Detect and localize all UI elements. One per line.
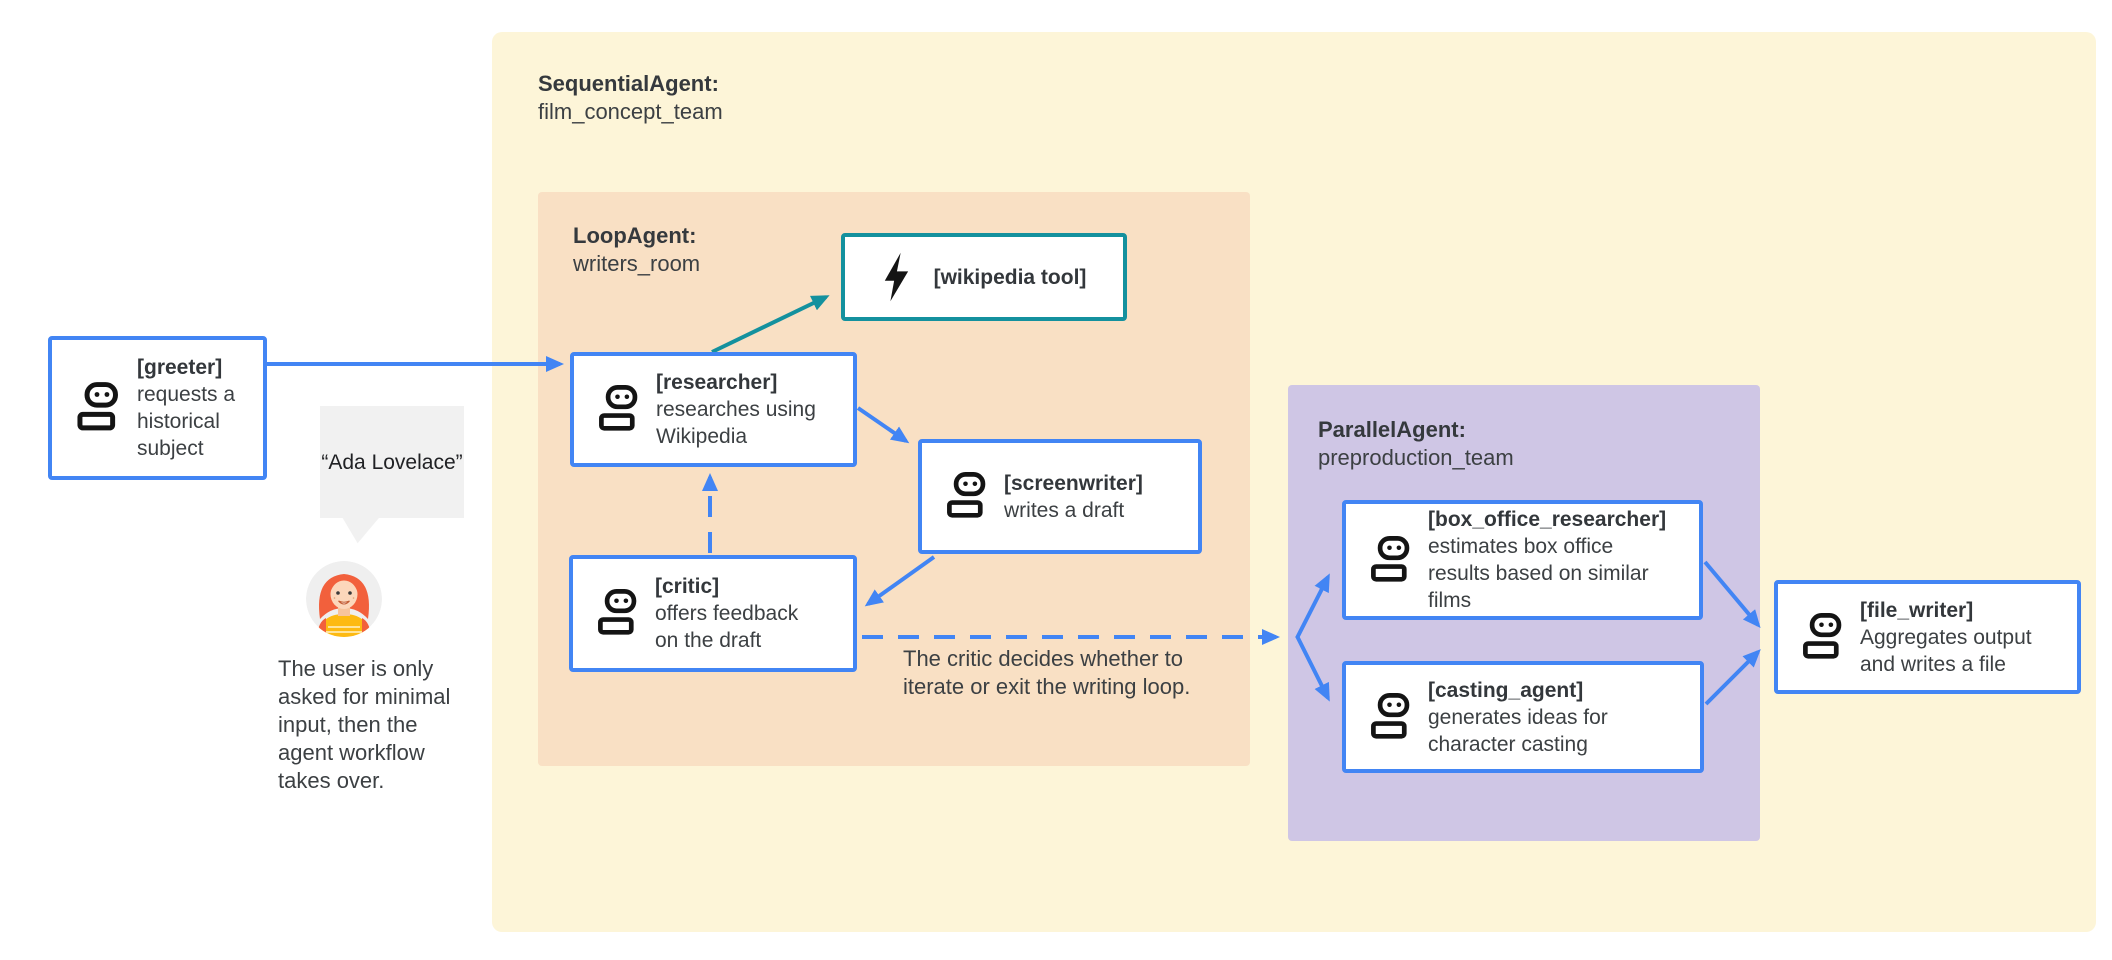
node-box-office-researcher-label: [box_office_researcher] (1428, 508, 1667, 531)
node-greeter-label: [greeter] (137, 356, 223, 379)
arrow-fork-to-box-office-researcher (1297, 577, 1328, 638)
node-greeter (48, 336, 267, 480)
node-wikipedia-tool-label: [wikipedia tool] (933, 265, 1087, 289)
node-file-writer (1774, 580, 2081, 694)
robot-icon (1800, 612, 1843, 663)
loop-agent-title (573, 222, 700, 278)
arrow-box-office-to-file-writer (1705, 562, 1758, 625)
parallel-agent-title (1318, 416, 1514, 472)
arrow-fork-to-casting-agent (1297, 636, 1328, 698)
node-box-office-researcher-desc: estimates box office results based on similar films (1428, 535, 1649, 612)
user-input-note: The user is only asked for minimal input, then the agent workflow takes over. (278, 656, 451, 793)
robot-icon (74, 381, 120, 435)
parallel-agent-name: preproduction_team (1318, 445, 1514, 470)
node-screenwriter-desc: writes a draft (1004, 498, 1125, 522)
node-critic-desc: offers feedback on the draft (655, 602, 799, 652)
user-avatar (306, 561, 382, 637)
parallel-agent-type: ParallelAgent: (1318, 417, 1466, 442)
arrow-researcher-to-screenwriter (858, 408, 906, 441)
node-researcher-label: [researcher] (656, 371, 778, 394)
node-greeter-desc: requests a historical subject (137, 383, 236, 460)
sequential-agent-title (538, 70, 723, 126)
speech-bubble-tail (338, 516, 384, 550)
node-casting-agent (1342, 661, 1704, 773)
robot-icon (595, 588, 638, 639)
robot-icon (1368, 535, 1411, 586)
node-screenwriter (918, 439, 1202, 554)
node-critic (569, 555, 857, 672)
robot-icon (944, 471, 987, 522)
loop-agent-name: writers_room (573, 251, 701, 276)
node-researcher-desc: researches using Wikipedia (656, 398, 816, 448)
loop-agent-type: LoopAgent: (573, 223, 697, 248)
arrow-screenwriter-to-critic (868, 557, 934, 604)
node-casting-agent-label: [casting_agent] (1428, 678, 1584, 702)
user-quote-bubble (320, 406, 464, 518)
node-casting-agent-desc: generates ideas for character casting (1428, 705, 1608, 756)
sequential-agent-name: film_concept_team (538, 99, 723, 124)
lightning-bolt-icon (882, 251, 910, 303)
sequential-agent-type: SequentialAgent: (538, 71, 719, 96)
node-critic-label: [critic] (655, 575, 720, 598)
node-file-writer-desc: Aggregates output and writes a file (1860, 625, 2032, 676)
critic-decision-note: The critic decides whether to iterate or exit the writing loop. (903, 646, 1191, 699)
node-wikipedia-tool (841, 233, 1127, 321)
node-file-writer-label: [file_writer] (1860, 598, 1974, 622)
arrow-casting-to-file-writer (1706, 652, 1758, 704)
node-screenwriter-label: [screenwriter] (1004, 471, 1143, 495)
node-researcher (570, 352, 857, 467)
node-box-office-researcher (1342, 500, 1703, 620)
arrow-researcher-to-wikipedia-tool (712, 297, 826, 352)
robot-icon (596, 384, 639, 435)
robot-icon (1368, 692, 1411, 743)
user-quote-text: “Ada Lovelace” (321, 450, 463, 474)
